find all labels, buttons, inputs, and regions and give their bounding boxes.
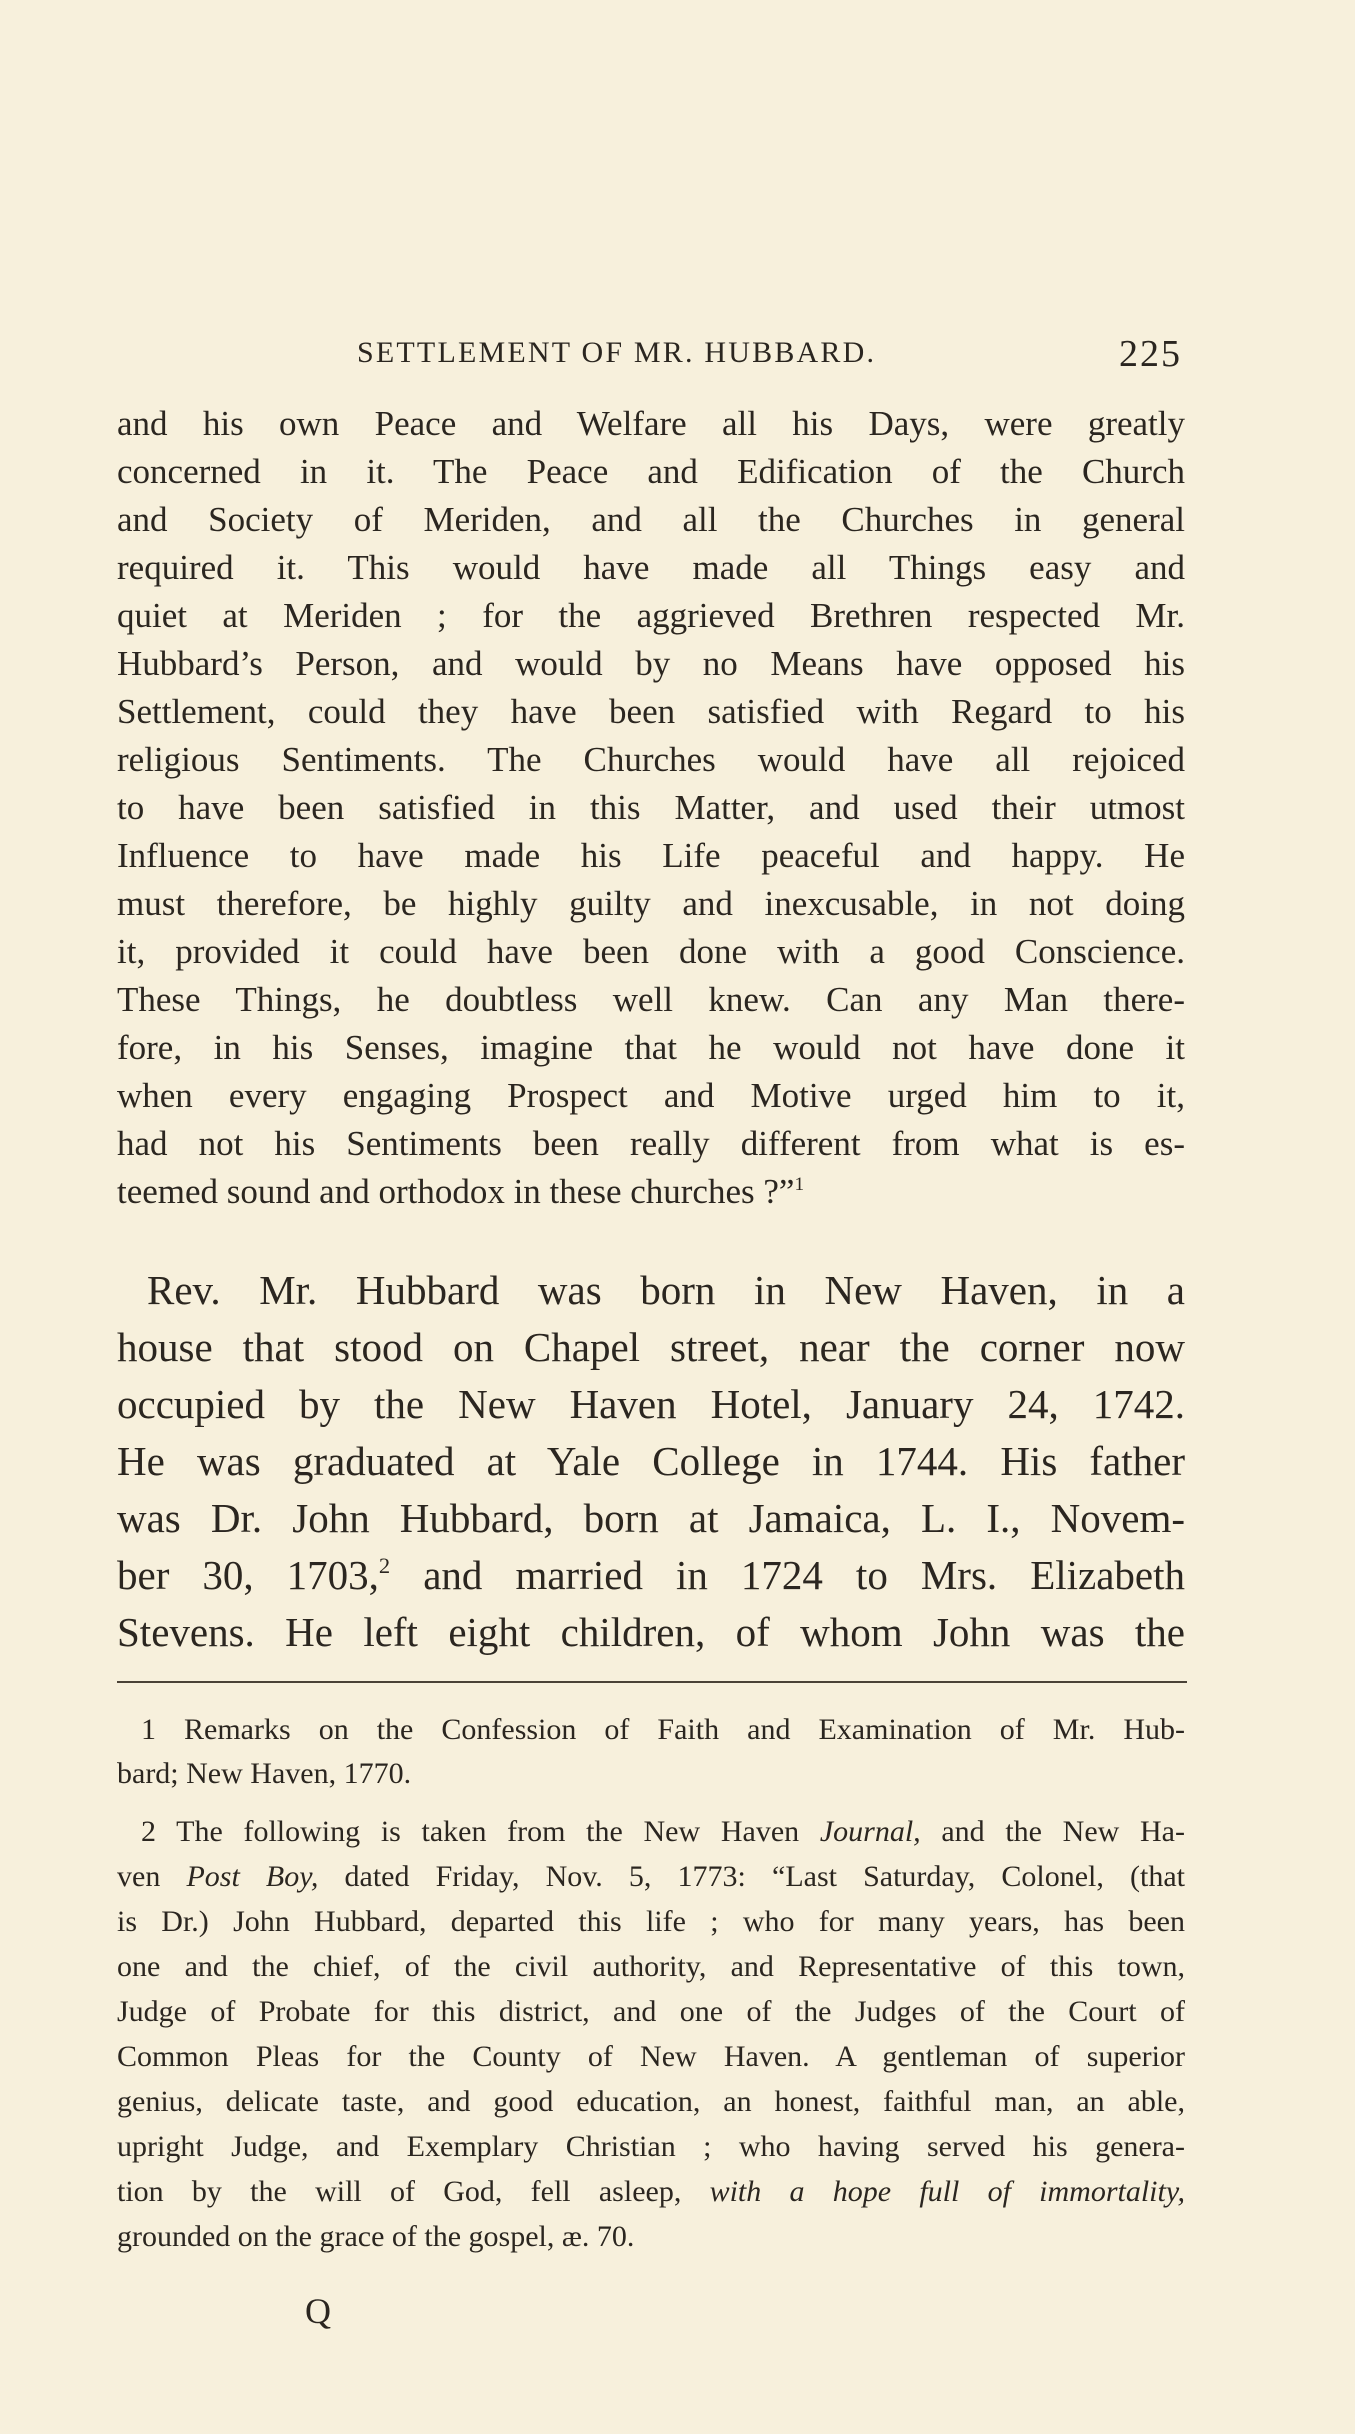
line-text: ber 30, 1703, [117, 1552, 379, 1598]
text-line [117, 2170, 1185, 2214]
line-text: 2 The following is taken from the New Haven [141, 1815, 820, 1848]
footnote-marker: 2 [378, 1553, 391, 1579]
line-text: and the New Ha- [920, 1815, 1185, 1848]
running-title: SETTLEMENT OF MR. HUBBARD. [357, 336, 877, 369]
text-line: it, provided it could have been done with a good Conscience. [117, 932, 1185, 971]
italic-text: Post Boy, [186, 1860, 319, 1893]
line-text: ven [117, 1860, 187, 1893]
text-line: house that stood on Chapel street, near the corner now [117, 1324, 1185, 1370]
text-line: grounded on the grace of the gospel, æ. 70. [117, 2220, 635, 2253]
text-line: Influence to have made his Life peaceful and happy. He [117, 836, 1185, 875]
page-number: 225 [1119, 333, 1182, 375]
text-line: one and the chief, of the civil authority, and Representative of this town, [117, 1950, 1185, 1983]
text-line: had not his Sentiments been really different from what is es- [117, 1124, 1185, 1163]
text-line: was Dr. John Hubbard, born at Jamaica, L. I., Novem- [117, 1495, 1185, 1541]
text-line: genius, delicate taste, and good education, an honest, faithful man, an able, [117, 2085, 1185, 2118]
text-line: when every engaging Prospect and Motive urged him to it, [117, 1076, 1185, 1115]
text-line: fore, in his Senses, imagine that he would not have done it [117, 1028, 1185, 1067]
text-line: and his own Peace and Welfare all his Days, were greatly [117, 404, 1185, 443]
text-line [117, 1547, 1185, 1603]
italic-text: Journal, [819, 1815, 921, 1848]
text-line: concerned in it. The Peace and Edification of the Church [117, 452, 1185, 491]
text-line [117, 1168, 1185, 1216]
line-text: dated Friday, Nov. 5, 1773: “Last Saturday, Colonel, (that [318, 1860, 1185, 1893]
italic-text: with a hope full of immortality, [709, 2175, 1185, 2208]
text-line: Rev. Mr. Hubbard was born in New Haven, in a [147, 1267, 1185, 1313]
text-line: 1 Remarks on the Confession of Faith and Examination of Mr. Hub- [141, 1713, 1185, 1746]
running-head [357, 330, 1182, 380]
text-line: Hubbard’s Person, and would by no Means have opposed his [117, 644, 1185, 683]
line-text: and married in 1724 to Mrs. Elizabeth [390, 1552, 1185, 1598]
footnote-divider [117, 1681, 1187, 1683]
footnote-marker: 1 [794, 1173, 805, 1195]
text-line: Settlement, could they have been satisfied with Regard to his [117, 692, 1185, 731]
text-line: quiet at Meriden ; for the aggrieved Brethren respected Mr. [117, 596, 1185, 635]
text-line: must therefore, be highly guilty and inexcusable, in not doing [117, 884, 1185, 923]
text-line: Stevens. He left eight children, of whom John was the [117, 1609, 1185, 1655]
text-line: required it. This would have made all Things easy and [117, 548, 1185, 587]
text-line [141, 1810, 1185, 1854]
text-line: and Society of Meriden, and all the Churches in general [117, 500, 1185, 539]
text-line: upright Judge, and Exemplary Christian ; who having served his genera- [117, 2130, 1185, 2163]
text-line: religious Sentiments. The Churches would have all rejoiced [117, 740, 1185, 779]
text-line: Judge of Probate for this district, and one of the Judges of the Court of [117, 1995, 1185, 2028]
line-text: teemed sound and orthodox in these churches ?” [117, 1172, 795, 1211]
text-line: bard; New Haven, 1770. [117, 1757, 412, 1790]
text-line [117, 1855, 1185, 1899]
text-line: is Dr.) John Hubbard, departed this life ; who for many years, has been [117, 1905, 1185, 1938]
line-text: tion by the will of God, fell asleep, [117, 2175, 710, 2208]
signature-mark: Q [305, 2291, 331, 2331]
text-line: Common Pleas for the County of New Haven. A gentleman of superior [117, 2040, 1185, 2073]
text-line: to have been satisfied in this Matter, and used their utmost [117, 788, 1185, 827]
text-line: These Things, he doubtless well knew. Can any Man there- [117, 980, 1185, 1019]
text-line: occupied by the New Haven Hotel, January 24, 1742. [117, 1381, 1185, 1427]
text-line: He was graduated at Yale College in 1744. His father [117, 1438, 1185, 1484]
